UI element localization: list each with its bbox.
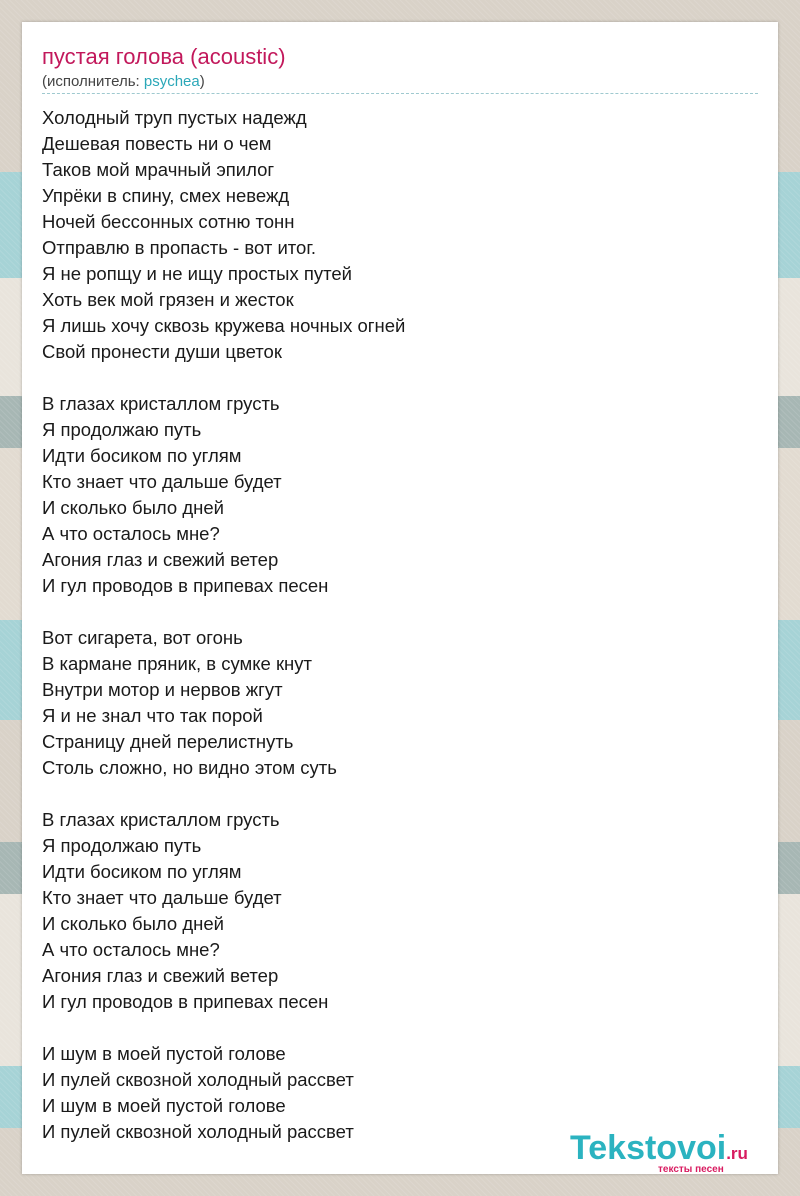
lyrics-line: Ночей бессонных сотню тонн <box>42 211 295 232</box>
lyrics-card <box>22 22 778 1174</box>
lyrics-line: И гул проводов в припевах песен <box>42 991 329 1012</box>
lyrics-line: И пулей сквозной холодный рассвет <box>42 1069 354 1090</box>
lyrics-line: Столь сложно, но видно этом суть <box>42 757 337 778</box>
lyrics-line: Идти босиком по углям <box>42 445 242 466</box>
lyrics-line: Внутри мотор и нервов жгут <box>42 679 283 700</box>
lyrics-stanza <box>42 391 758 599</box>
lyrics-stanza <box>42 625 758 781</box>
lyrics-line: И гул проводов в припевах песен <box>42 575 329 596</box>
lyrics-line: В глазах кристаллом грусть <box>42 809 280 830</box>
lyrics-line: Вот сигарета, вот огонь <box>42 627 243 648</box>
lyrics-line: Я не ропщу и не ищу простых путей <box>42 263 352 284</box>
lyrics-line: Отправлю в пропасть - вот итог. <box>42 237 316 258</box>
lyrics-line: Свой пронести души цветок <box>42 341 282 362</box>
lyrics-line: Агония глаз и свежий ветер <box>42 965 279 986</box>
lyrics-line: Страницу дней перелистнуть <box>42 731 294 752</box>
lyrics-line: Кто знает что дальше будет <box>42 887 282 908</box>
lyrics-line: В глазах кристаллом грусть <box>42 393 280 414</box>
lyrics-stanza <box>42 105 758 365</box>
logo-tagline: тексты песен <box>658 1164 724 1175</box>
lyrics-line: Дешевая повесть ни о чем <box>42 133 272 154</box>
lyrics-line: И шум в моей пустой голове <box>42 1095 286 1116</box>
logo-name: Tekstovoi <box>570 1129 727 1167</box>
lyrics-line: Я и не знал что так порой <box>42 705 263 726</box>
lyrics-stanza <box>42 807 758 1015</box>
lyrics-line: И пулей сквозной холодный рассвет <box>42 1121 354 1142</box>
lyrics-line: Агония глаз и свежий ветер <box>42 549 279 570</box>
artist-suffix: ) <box>199 73 205 90</box>
song-title: пустая голова (acoustic) <box>42 44 286 69</box>
lyrics-line: Я продолжаю путь <box>42 835 202 856</box>
artist-prefix: (исполнитель: <box>42 73 144 90</box>
lyrics-line: Хоть век мой грязен и жесток <box>42 289 294 310</box>
title-divider <box>42 93 758 94</box>
site-logo[interactable] <box>570 1128 780 1176</box>
artist-line <box>42 73 205 90</box>
lyrics-line: Холодный труп пустых надежд <box>42 107 307 128</box>
lyrics-line: Я лишь хочу сквозь кружева ночных огней <box>42 315 406 336</box>
logo-tld: .ru <box>726 1144 748 1163</box>
lyrics-line: А что осталось мне? <box>42 523 220 544</box>
lyrics-text <box>42 105 758 1171</box>
lyrics-line: И сколько было дней <box>42 913 224 934</box>
lyrics-line: В кармане пряник, в сумке кнут <box>42 653 312 674</box>
lyrics-line: Кто знает что дальше будет <box>42 471 282 492</box>
lyrics-line: Таков мой мрачный эпилог <box>42 159 275 180</box>
lyrics-line: Упрёки в спину, смех невежд <box>42 185 290 206</box>
artist-link[interactable]: psychea <box>143 73 200 90</box>
lyrics-line: Идти босиком по углям <box>42 861 242 882</box>
lyrics-line: И сколько было дней <box>42 497 224 518</box>
lyrics-line: Я продолжаю путь <box>42 419 202 440</box>
lyrics-line: И шум в моей пустой голове <box>42 1043 286 1064</box>
lyrics-line: А что осталось мне? <box>42 939 220 960</box>
